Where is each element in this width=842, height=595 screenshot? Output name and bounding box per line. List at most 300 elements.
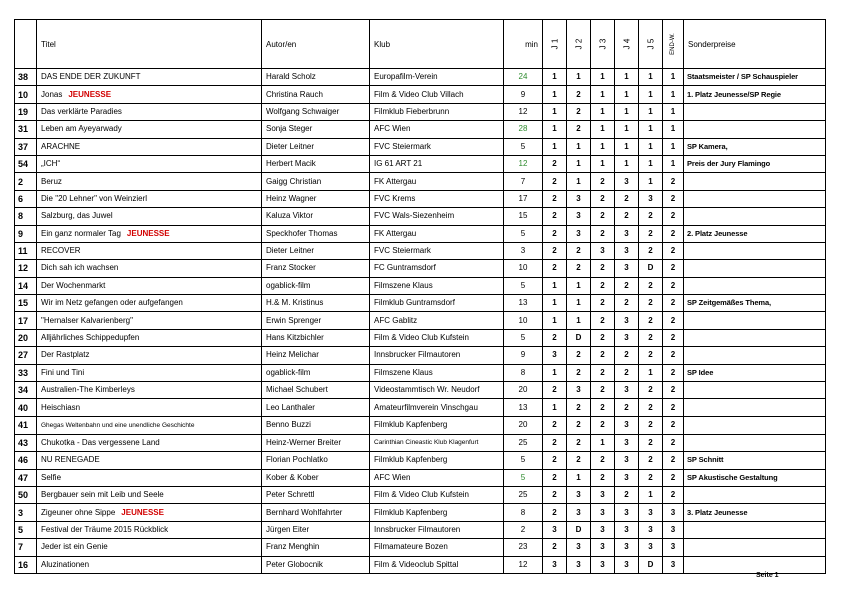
final-score: 2 <box>663 416 684 434</box>
judge-5-score: 2 <box>639 347 663 364</box>
club: FVC Krems <box>370 190 504 207</box>
special-prize <box>684 208 826 225</box>
row-number: 9 <box>15 225 37 242</box>
judge-5-score: 3 <box>639 504 663 521</box>
header-row <box>15 20 826 69</box>
judge-3-score: 3 <box>591 521 615 538</box>
author: Herbert Macik <box>262 155 370 172</box>
title-text: Die "20 Lehner" von Weinzierl <box>41 193 148 203</box>
judge-1-score: 2 <box>543 382 567 399</box>
author: Speckhofer Thomas <box>262 225 370 242</box>
club: Filmklub Guntramsdorf <box>370 295 504 312</box>
row-number: 3 <box>15 504 37 521</box>
row-number: 14 <box>15 277 37 294</box>
duration-min: 5 <box>504 452 543 469</box>
judge-1-score: 1 <box>543 121 567 138</box>
author: Christina Rauch <box>262 86 370 103</box>
author: Harald Scholz <box>262 69 370 86</box>
title-text: Aluzinationen <box>41 559 90 569</box>
judge-5-score: 1 <box>639 155 663 172</box>
duration-min: 9 <box>504 347 543 364</box>
judge-5-score: 1 <box>639 486 663 503</box>
final-score: 2 <box>663 190 684 207</box>
club: Film & Videoclub Spittal <box>370 556 504 573</box>
judge-2-score: 1 <box>567 138 591 155</box>
judge-2-score: 2 <box>567 86 591 103</box>
club: FVC Steiermark <box>370 242 504 259</box>
judge-2-score: D <box>567 329 591 346</box>
author: Sonja Steger <box>262 121 370 138</box>
final-score: 2 <box>663 486 684 503</box>
judge-2-score: 3 <box>567 504 591 521</box>
judge-2-score: 2 <box>567 347 591 364</box>
film-title <box>37 504 262 521</box>
duration-min: 8 <box>504 504 543 521</box>
judge-3-score: 1 <box>591 86 615 103</box>
special-prize <box>684 416 826 434</box>
row-number: 2 <box>15 173 37 190</box>
special-prize <box>684 521 826 538</box>
table-row <box>15 155 826 172</box>
row-number: 10 <box>15 86 37 103</box>
judge-1-score: 2 <box>543 469 567 486</box>
club: Carinthian Cineastic Klub Klagenfurt <box>370 434 504 451</box>
judge-3-score: 2 <box>591 399 615 416</box>
row-number: 31 <box>15 121 37 138</box>
judge-4-score: 2 <box>615 486 639 503</box>
results-table <box>14 19 826 574</box>
special-prize: 3. Platz Jeunesse <box>684 504 826 521</box>
club: FK Attergau <box>370 225 504 242</box>
judge-5-score: 2 <box>639 416 663 434</box>
film-title <box>37 190 262 207</box>
film-title <box>37 312 262 329</box>
judge-5-score: 1 <box>639 138 663 155</box>
judge-1-score: 2 <box>543 260 567 277</box>
club: Filmklub Kapfenberg <box>370 416 504 434</box>
judge-5-score: 1 <box>639 173 663 190</box>
special-prize <box>684 434 826 451</box>
judge-5-score: 3 <box>639 190 663 207</box>
title-text: Wir im Netz gefangen oder aufgefangen <box>41 298 183 308</box>
special-prize <box>684 190 826 207</box>
row-number: 40 <box>15 399 37 416</box>
film-title <box>37 86 262 103</box>
judge-4-score: 2 <box>615 295 639 312</box>
table-row <box>15 242 826 259</box>
judge-4-score: 1 <box>615 138 639 155</box>
judge-3-score: 2 <box>591 312 615 329</box>
author: Peter Schrettl <box>262 486 370 503</box>
judge-3-score: 2 <box>591 173 615 190</box>
judge-2-score: 1 <box>567 469 591 486</box>
judge-5-score: 2 <box>639 242 663 259</box>
duration-min: 13 <box>504 399 543 416</box>
judge-1-score: 2 <box>543 329 567 346</box>
header-endw: END-W. <box>663 20 684 69</box>
judge-1-score: 2 <box>543 225 567 242</box>
duration-min: 25 <box>504 486 543 503</box>
row-number: 11 <box>15 242 37 259</box>
film-title <box>37 208 262 225</box>
judge-1-score: 2 <box>543 486 567 503</box>
film-title <box>37 155 262 172</box>
judge-5-score: 3 <box>639 539 663 556</box>
club: Videostammtisch Wr. Neudorf <box>370 382 504 399</box>
title-text: Jonas <box>41 89 63 99</box>
film-title <box>37 539 262 556</box>
judge-3-score: 3 <box>591 504 615 521</box>
judge-1-score: 3 <box>543 521 567 538</box>
film-title <box>37 416 262 434</box>
judge-1-score: 3 <box>543 556 567 573</box>
judge-4-score: 1 <box>615 103 639 120</box>
title-text: Das verklärte Paradies <box>41 106 122 116</box>
author: Benno Buzzi <box>262 416 370 434</box>
club: FK Attergau <box>370 173 504 190</box>
title-text: „ICH“ <box>41 159 61 169</box>
duration-min: 9 <box>504 86 543 103</box>
author: Heinz-Werner Breiter <box>262 434 370 451</box>
title-text: Beruz <box>41 176 62 186</box>
judge-3-score: 1 <box>591 103 615 120</box>
judge-1-score: 2 <box>543 452 567 469</box>
judge-1-score: 2 <box>543 504 567 521</box>
film-title <box>37 469 262 486</box>
author: Wolfgang Schwaiger <box>262 103 370 120</box>
club: AFC Gablitz <box>370 312 504 329</box>
film-title <box>37 173 262 190</box>
film-title <box>37 486 262 503</box>
author: ogablick-film <box>262 364 370 381</box>
title-text: Australien-The Kimberleys <box>41 385 135 395</box>
table-row <box>15 504 826 521</box>
judge-4-score: 2 <box>615 208 639 225</box>
table-row <box>15 469 826 486</box>
author: ogablick-film <box>262 277 370 294</box>
header-j2: J 2 <box>567 20 591 69</box>
author: Kaluza Viktor <box>262 208 370 225</box>
judge-2-score: 3 <box>567 556 591 573</box>
title-text: Selfie <box>41 472 62 482</box>
special-prize <box>684 121 826 138</box>
film-title <box>37 434 262 451</box>
title-text: Ghegas Weltenbahn und eine unendliche Geschichte <box>41 421 195 429</box>
special-prize <box>684 277 826 294</box>
table-row <box>15 86 826 103</box>
film-title <box>37 382 262 399</box>
final-score: 1 <box>663 155 684 172</box>
duration-min: 13 <box>504 295 543 312</box>
film-title <box>37 521 262 538</box>
final-score: 2 <box>663 242 684 259</box>
duration-min: 24 <box>504 69 543 86</box>
judge-3-score: 2 <box>591 347 615 364</box>
club: Film & Video Club Kufstein <box>370 486 504 503</box>
judge-1-score: 1 <box>543 364 567 381</box>
judge-1-score: 2 <box>543 242 567 259</box>
table-row <box>15 329 826 346</box>
final-score: 3 <box>663 504 684 521</box>
header-min: min <box>504 20 543 69</box>
judge-5-score: 2 <box>639 225 663 242</box>
final-score: 2 <box>663 277 684 294</box>
title-text: Dich sah ich wachsen <box>41 263 119 273</box>
special-prize <box>684 382 826 399</box>
final-score: 2 <box>663 434 684 451</box>
judge-2-score: 2 <box>567 121 591 138</box>
table-row <box>15 260 826 277</box>
judge-1-score: 2 <box>543 416 567 434</box>
duration-min: 8 <box>504 364 543 381</box>
judge-4-score: 3 <box>615 173 639 190</box>
judge-2-score: 3 <box>567 382 591 399</box>
row-number: 47 <box>15 469 37 486</box>
special-prize: Staatsmeister / SP Schauspieler <box>684 69 826 86</box>
judge-1-score: 2 <box>543 173 567 190</box>
judge-5-score: 2 <box>639 277 663 294</box>
final-score: 3 <box>663 556 684 573</box>
title-text: "Hernalser Kalvarienberg" <box>41 315 133 325</box>
title-text: ARACHNE <box>41 141 81 151</box>
row-number: 19 <box>15 103 37 120</box>
special-prize: SP Kamera, <box>684 138 826 155</box>
row-number: 8 <box>15 208 37 225</box>
duration-min: 10 <box>504 312 543 329</box>
judge-2-score: 1 <box>567 69 591 86</box>
duration-min: 3 <box>504 242 543 259</box>
table-row <box>15 225 826 242</box>
special-prize <box>684 242 826 259</box>
table-row <box>15 539 826 556</box>
special-prize <box>684 539 826 556</box>
final-score: 2 <box>663 364 684 381</box>
judge-4-score: 3 <box>615 242 639 259</box>
judge-3-score: 2 <box>591 364 615 381</box>
final-score: 2 <box>663 347 684 364</box>
judge-2-score: D <box>567 521 591 538</box>
row-number: 54 <box>15 155 37 172</box>
film-title <box>37 121 262 138</box>
table-row <box>15 69 826 86</box>
judge-5-score: 2 <box>639 295 663 312</box>
judge-3-score: 2 <box>591 190 615 207</box>
title-text: Zigeuner ohne Sippe <box>41 507 116 517</box>
film-title <box>37 277 262 294</box>
judge-1-score: 1 <box>543 295 567 312</box>
judge-4-score: 3 <box>615 469 639 486</box>
final-score: 2 <box>663 469 684 486</box>
judge-3-score: 1 <box>591 69 615 86</box>
title-text: Heischiasn <box>41 402 81 412</box>
judge-3-score: 2 <box>591 225 615 242</box>
author: Dieter Leitner <box>262 242 370 259</box>
film-title <box>37 103 262 120</box>
film-title <box>37 138 262 155</box>
film-title <box>37 225 262 242</box>
row-number: 5 <box>15 521 37 538</box>
special-prize: 1. Platz Jeunesse/SP Regie <box>684 86 826 103</box>
author: Jürgen Eiter <box>262 521 370 538</box>
special-prize <box>684 556 826 573</box>
row-number: 20 <box>15 329 37 346</box>
duration-min: 28 <box>504 121 543 138</box>
row-number: 27 <box>15 347 37 364</box>
final-score: 1 <box>663 121 684 138</box>
final-score: 2 <box>663 452 684 469</box>
row-number: 46 <box>15 452 37 469</box>
jeunesse-tag: JEUNESSE <box>121 507 164 517</box>
table-row <box>15 364 826 381</box>
judge-5-score: 2 <box>639 399 663 416</box>
header-klub: Klub <box>370 20 504 69</box>
judge-4-score: 2 <box>615 399 639 416</box>
club: Film & Video Club Villach <box>370 86 504 103</box>
club: Innsbrucker Filmautoren <box>370 347 504 364</box>
header-j3: J 3 <box>591 20 615 69</box>
final-score: 2 <box>663 399 684 416</box>
jeunesse-tag: JEUNESSE <box>68 89 112 99</box>
club: Filmamateure Bozen <box>370 539 504 556</box>
duration-min: 5 <box>504 277 543 294</box>
judge-4-score: 2 <box>615 364 639 381</box>
duration-min: 17 <box>504 190 543 207</box>
special-prize: SP Akustische Gestaltung <box>684 469 826 486</box>
duration-min: 2 <box>504 521 543 538</box>
row-number: 17 <box>15 312 37 329</box>
table-row <box>15 486 826 503</box>
author: Leo Lanthaler <box>262 399 370 416</box>
final-score: 2 <box>663 329 684 346</box>
film-title <box>37 364 262 381</box>
judge-3-score: 1 <box>591 138 615 155</box>
judge-4-score: 3 <box>615 329 639 346</box>
judge-4-score: 3 <box>615 539 639 556</box>
table-body <box>15 69 826 574</box>
judge-1-score: 2 <box>543 190 567 207</box>
judge-4-score: 3 <box>615 225 639 242</box>
row-number: 43 <box>15 434 37 451</box>
judge-5-score: 3 <box>639 521 663 538</box>
row-number: 41 <box>15 416 37 434</box>
title-text: Leben am Ayeyarwady <box>41 124 122 134</box>
judge-3-score: 2 <box>591 329 615 346</box>
duration-min: 15 <box>504 208 543 225</box>
judge-3-score: 2 <box>591 260 615 277</box>
title-text: Bergbauer sein mit Leib und Seele <box>41 490 164 500</box>
judge-2-score: 1 <box>567 173 591 190</box>
judge-1-score: 1 <box>543 86 567 103</box>
judge-5-score: 1 <box>639 103 663 120</box>
row-number: 50 <box>15 486 37 503</box>
special-prize <box>684 260 826 277</box>
header-j1: J 1 <box>543 20 567 69</box>
judge-3-score: 2 <box>591 382 615 399</box>
table-row <box>15 173 826 190</box>
title-text: Der Rastplatz <box>41 350 90 360</box>
judge-5-score: 1 <box>639 69 663 86</box>
judge-3-score: 2 <box>591 452 615 469</box>
film-title <box>37 556 262 573</box>
final-score: 1 <box>663 103 684 120</box>
judge-1-score: 1 <box>543 399 567 416</box>
special-prize: SP Zeitgemäßes Thema, <box>684 295 826 312</box>
club: Amateurfilmverein Vinschgau <box>370 399 504 416</box>
judge-2-score: 2 <box>567 260 591 277</box>
table-row <box>15 382 826 399</box>
final-score: 2 <box>663 312 684 329</box>
club: AFC Wien <box>370 469 504 486</box>
judge-1-score: 1 <box>543 312 567 329</box>
judge-3-score: 2 <box>591 416 615 434</box>
title-text: Der Wochenmarkt <box>41 280 106 290</box>
judge-3-score: 3 <box>591 556 615 573</box>
judge-1-score: 1 <box>543 103 567 120</box>
duration-min: 5 <box>504 329 543 346</box>
club: Filmszene Klaus <box>370 364 504 381</box>
judge-2-score: 3 <box>567 190 591 207</box>
judge-5-score: 2 <box>639 434 663 451</box>
final-score: 1 <box>663 138 684 155</box>
header-autor: Autor/en <box>262 20 370 69</box>
judge-3-score: 3 <box>591 539 615 556</box>
author: Gaigg Christian <box>262 173 370 190</box>
final-score: 2 <box>663 225 684 242</box>
final-score: 3 <box>663 539 684 556</box>
judge-2-score: 2 <box>567 416 591 434</box>
judge-4-score: 1 <box>615 155 639 172</box>
special-prize <box>684 399 826 416</box>
club: Filmszene Klaus <box>370 277 504 294</box>
judge-4-score: 2 <box>615 347 639 364</box>
film-title <box>37 452 262 469</box>
header-j4: J 4 <box>615 20 639 69</box>
club: FVC Steiermark <box>370 138 504 155</box>
row-number: 33 <box>15 364 37 381</box>
row-number: 16 <box>15 556 37 573</box>
special-prize <box>684 347 826 364</box>
row-number: 37 <box>15 138 37 155</box>
jeunesse-tag: JEUNESSE <box>126 228 170 238</box>
special-prize: 2. Platz Jeunesse <box>684 225 826 242</box>
judge-2-score: 3 <box>567 486 591 503</box>
table-row <box>15 452 826 469</box>
judge-1-score: 1 <box>543 277 567 294</box>
author: Franz Menghin <box>262 539 370 556</box>
judge-2-score: 1 <box>567 155 591 172</box>
judge-5-score: 2 <box>639 452 663 469</box>
judge-4-score: 3 <box>615 312 639 329</box>
row-number: 6 <box>15 190 37 207</box>
judge-1-score: 2 <box>543 539 567 556</box>
judge-4-score: 3 <box>615 452 639 469</box>
table-row <box>15 121 826 138</box>
judge-4-score: 3 <box>615 382 639 399</box>
judge-4-score: 2 <box>615 277 639 294</box>
title-text: DAS ENDE DER ZUKUNFT <box>41 72 141 82</box>
judge-2-score: 1 <box>567 295 591 312</box>
club: Europafilm-Verein <box>370 69 504 86</box>
film-title <box>37 69 262 86</box>
author: Michael Schubert <box>262 382 370 399</box>
final-score: 2 <box>663 260 684 277</box>
row-number: 34 <box>15 382 37 399</box>
duration-min: 12 <box>504 103 543 120</box>
judge-5-score: 2 <box>639 469 663 486</box>
duration-min: 20 <box>504 382 543 399</box>
author: Florian Pochlatko <box>262 452 370 469</box>
author: H.& M. Kristinus <box>262 295 370 312</box>
